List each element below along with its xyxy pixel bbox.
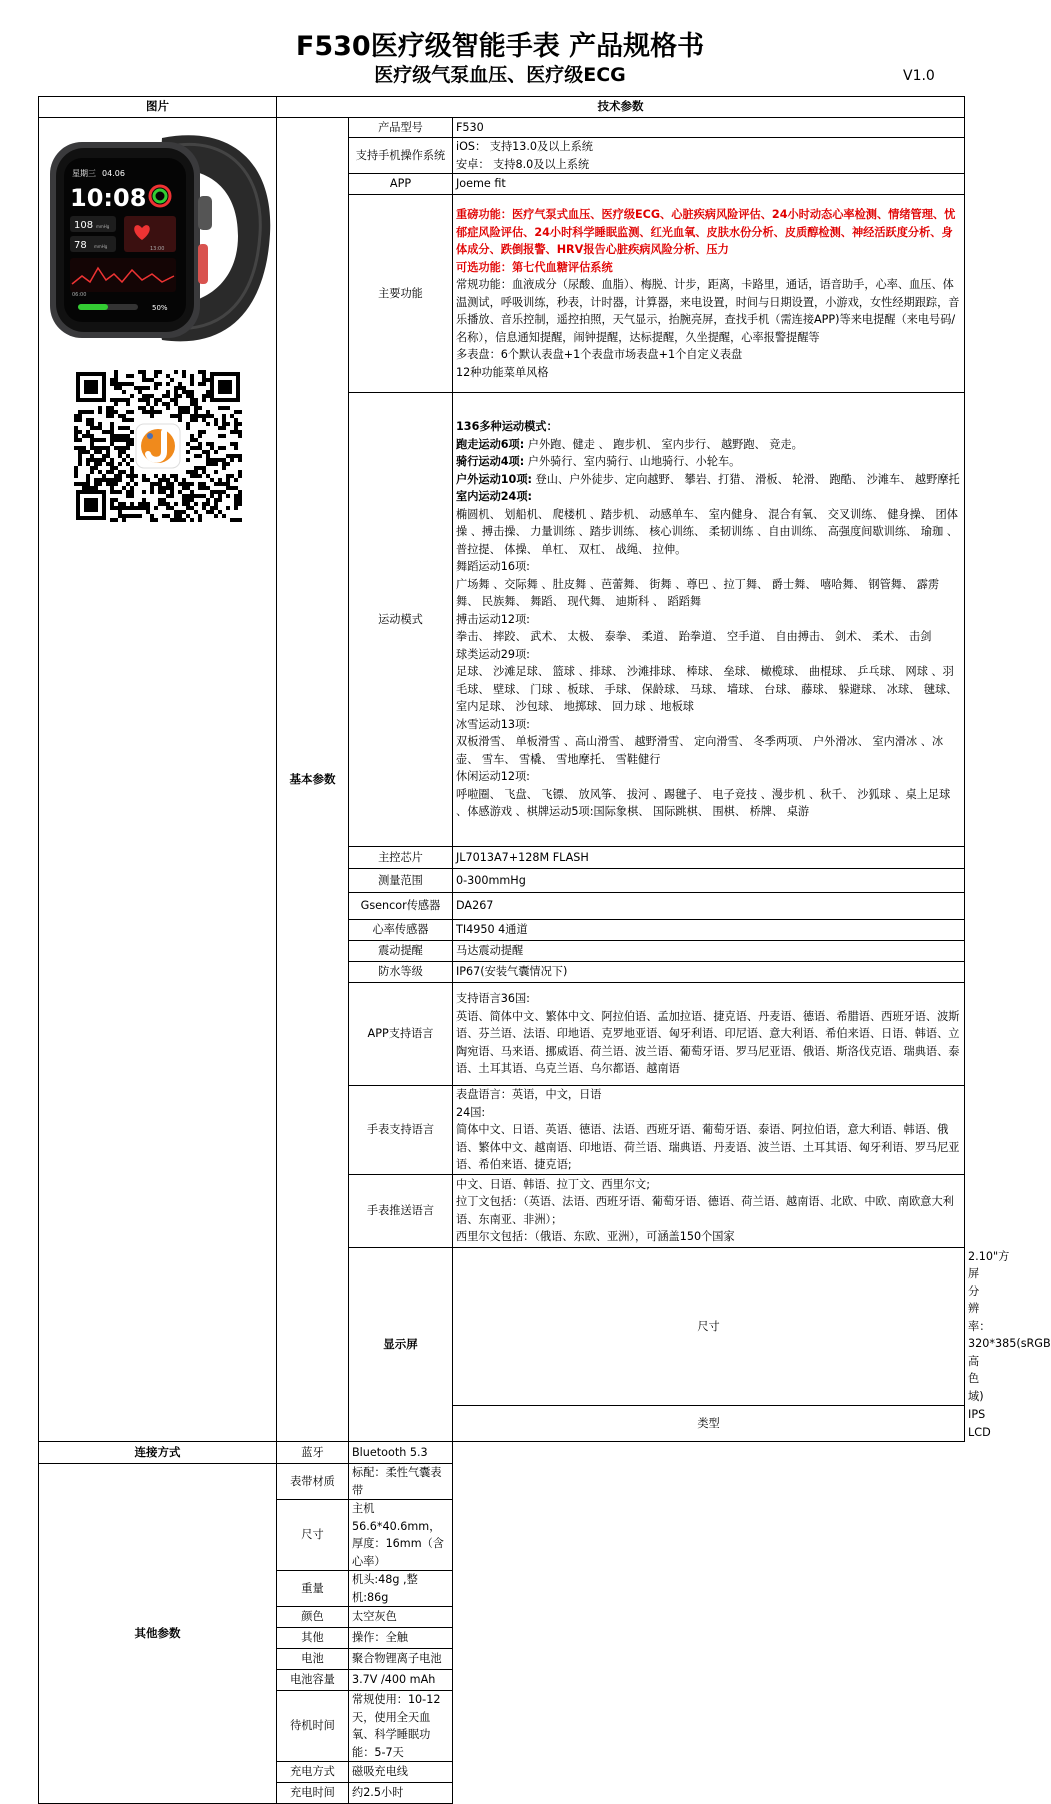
svg-text:mmHg: mmHg bbox=[93, 244, 107, 249]
value-watch-lang: 表盘语言：英语，中文，日语 24国: 简体中文、日语、英语、德语、法语、西班牙语、葡萄牙语、泰语、阿拉伯语，意大利语、韩语、俄语、繁体中文、越南语、印地语、荷兰语、瑞典语、丹麦语、波兰语、土耳其语、匈牙利语、罗马尼亚语、希伯来语、捷克语; bbox=[453, 1086, 965, 1175]
label-gsensor: Gsencor传感器 bbox=[349, 893, 453, 920]
label-os: 支持手机操作系统 bbox=[349, 138, 453, 174]
svg-text:13:00: 13:00 bbox=[149, 246, 164, 252]
label-charge-time: 充电时间 bbox=[277, 1783, 349, 1804]
col-header-tech: 技术参数 bbox=[277, 97, 965, 118]
label-weight: 重量 bbox=[277, 1571, 349, 1607]
value-model: F530 bbox=[453, 118, 965, 138]
label-model: 产品型号 bbox=[349, 118, 453, 138]
value-charge: 磁吸充电线 bbox=[349, 1762, 453, 1783]
label-dims: 尺寸 bbox=[277, 1500, 349, 1571]
document-subtitle: 医疗级气泵血压、医疗级ECG bbox=[374, 64, 626, 86]
value-hrsensor: TI4950 4通道 bbox=[453, 920, 965, 941]
label-charge: 充电方式 bbox=[277, 1762, 349, 1783]
value-weight: 机头:48g ,整机:86g bbox=[349, 1571, 453, 1607]
label-sports: 运动模式 bbox=[349, 393, 453, 847]
value-misc: 操作：全触 bbox=[349, 1628, 453, 1649]
brand-logo-icon bbox=[136, 424, 180, 468]
label-strap: 表带材质 bbox=[277, 1464, 349, 1500]
label-color: 颜色 bbox=[277, 1607, 349, 1628]
category-basic: 基本参数 bbox=[277, 118, 349, 1442]
spec-table: 图片 技术参数 星期三 04.06 10:08 108 mmHg 78 mmHg 13:00 06:00 50% 基本参数 产品型号 F530 支持手机操作系统 iOS： 支持13.0及以上系统 安卓： 支持8.0及以上系统 APP Joeme fit 主要功能 重磅功能：医疗气泵式血压、医疗级ECG、心脏疾病风险评估、24小时动态心率检测、情绪管理、忧郁症风险评估、24小时科学睡眠监测、红光血氧、皮肤水份分析、皮质醇检测、神经活跃度分析、身体成分、跌倒报警、HRV报告心脏疾病风险分析、压力 可选功能：第七代血糖评估系统 常规功能：血液成分（尿酸、血脂）、梅脱、计步，距离，卡路里，通话，语音助手，心率、血压、体温测试，呼吸训练，秒表，计时器，计算器，来电设置，时间与日期设置，小游戏，女性经期跟踪，音乐播放、音乐控制，遥控拍照，天气显示，抬腕亮屏，查找手机（需连接APP)等来电提醒（来电号码/名称），信息通知提醒，闹钟提醒，达标提醒，久坐提醒，心率报警提醒等 多表盘：6个默认表盘+1个表盘市场表盘+1个自定义表盘 12种功能菜单风格 运动模式 136多种运动模式： 跑走运动6项: 户外跑、健走 、 跑步机、 室内步行、 越野跑、 竞走。 骑行运动4项: 户外骑行、室内骑行、山地骑行、小轮车。 户外运动10项: 登山、户外徒步、定向越野、 攀岩、打猎、 滑板、 轮滑、 跑酷、 沙滩车、 越野摩托 室内运动24项: 椭圆机、 划船机、 爬楼机 、踏步机、 动感单车、 室内健身、 混合有氧、 交叉训练、 健身操、 团体操 、搏击操、 力量训练 、踏步训练、 核心训练、 柔韧训练 、自由训练、 高强度间歇训练、 瑜珈 、普拉提、 体操、 单杠、 双杠、 战绳、 拉伸。 舞蹈运动16项: 广场舞 、交际舞 、肚皮舞 、芭蕾舞、 街舞 、尊巴 、拉丁舞、 爵士舞、 嘻哈舞、 钢管舞、 霹雳舞、 民族舞、 舞蹈、 现代舞、 迪斯科 、 蹈蹈舞 搏击运动12项: 拳击、 摔跤、 武术、 太极、 泰拳、 柔道、 跆拳道、 空手道、 自由搏击、 剑术、 柔术、 击剑 球类运动29项: 足球、 沙滩足球、 篮球 、排球、 沙滩排球、 棒球、 垒球、 橄榄球、 曲棍球、 乒乓球、 网球 、羽毛球、 壁球、 门球 、板球、 手球、 保龄球、 马球、 墙球、 台球、 藤球、 躲避球、 冰球、 毽球、 室内足球、 沙包球、 地掷球、 回力球 、地板球 冰雪运动13项: 双板滑雪、 单板滑雪 、高山滑雪、 越野滑雪、 定向滑雪、 冬季两项、 户外滑冰、 室内滑冰 、冰壶、 雪车、 雪橇、 雪地摩托、 雪鞋健行 休闲运动12项: 呼啦圈、 飞盘、 飞镖、 放风筝、 拔河 、踢毽子、 电子竞技 、漫步机 、秋千、 沙狐球 、桌上足球 、体感游戏 、棋牌运动5项:国际象棋、 国际跳棋、 围棋、 桥牌、 桌游 主控芯片 JL7013A7+128M FLASH 测量范围 0-300mmHg Gsencor传感器 DA267 心率传感器 TI4950 4通道 震动提醒 马达震动提醒 防水等级 IP67(安装气囊情况下) APP支持语言 支持语言36国: 英语、简体中文、繁体中文、阿拉伯语、孟加拉语、捷克语、丹麦语、德语、希腊语、西班牙语、波斯语、芬兰语、法语、印地语、克罗地亚语、匈牙利语、印尼语、意大利语、希伯来语、日语、韩语、立陶宛语、马来语、挪威语、荷兰语、波兰语、葡萄牙语、罗马尼亚语、俄语、斯洛伐克语、瑞典语、泰语、土耳其语、乌克兰语、乌尔都语、越南语 手表支持语言 表盘语言：英语，中文，日语 24国: 简体中文、日语、英语、德语、法语、西班牙语、葡萄牙语、泰语、阿拉伯语，意大利语、韩语、俄语、繁体中文、越南语、印地语、荷兰语、瑞典语、丹麦语、波兰语、土耳其语、匈牙利语、罗马尼亚语、希伯来语、捷克语; 手表推送语言 中文、日语、韩语、拉丁文、西里尔文; 拉丁文包括：（英语、法语、西班牙语、葡萄牙语、德语、荷兰语、越南语、北欧、中欧、南欧意大利语、东南亚、非洲）； 西里尔文包括：（俄语、东欧、亚洲），可涵盖150个国家 显示屏 尺寸 2.10"方屏 分辨率：320*385(sRGB高色域) 类型 IPS LCD 连接方式 蓝牙 Bluetooth 5.3 其他参数 表带材质 标配：柔性气囊表带 尺寸 主机56.6*40.6mm，厚度：16mm（含心率） 重量 机头:48g ,整机:86g 颜色 太空灰色 其他 操作：全触 电池 聚合物锂离子电池 电池容量 3.7V /400 mAh 待机时间 常规使用：10-12天，使用全天血氧、科学睡眠功能：5-7天 充电方式 磁吸充电线 充电时间 约2.5小时 bbox=[38, 96, 965, 1804]
label-chip: 主控芯片 bbox=[349, 847, 453, 869]
watch-bp: 108 bbox=[73, 220, 93, 231]
label-battery: 电池 bbox=[277, 1649, 349, 1670]
value-battery: 聚合物锂离子电池 bbox=[349, 1649, 453, 1670]
svg-text:mmHg: mmHg bbox=[95, 224, 109, 229]
value-push-lang: 中文、日语、韩语、拉丁文、西里尔文; 拉丁文包括：（英语、法语、西班牙语、葡萄牙语、德语、荷兰语、越南语、北欧、中欧、南欧意大利语、东南亚、非洲）； 西里尔文包括：（俄语、东欧、亚洲），可涵盖150个国家 bbox=[453, 1174, 965, 1247]
category-display: 显示屏 bbox=[349, 1247, 453, 1442]
qr-code[interactable] bbox=[74, 370, 242, 522]
label-misc: 其他 bbox=[277, 1628, 349, 1649]
watch-hr: 78 bbox=[73, 240, 87, 251]
label-vibration: 震动提醒 bbox=[349, 941, 453, 962]
label-bluetooth: 蓝牙 bbox=[277, 1442, 349, 1464]
value-strap: 标配：柔性气囊表带 bbox=[349, 1464, 453, 1500]
label-screen-size: 尺寸 bbox=[453, 1247, 965, 1406]
category-connect: 连接方式 bbox=[39, 1442, 277, 1464]
value-capacity: 3.7V /400 mAh bbox=[349, 1670, 453, 1691]
label-standby: 待机时间 bbox=[277, 1691, 349, 1762]
label-app-lang: APP支持语言 bbox=[349, 983, 453, 1086]
value-chip: JL7013A7+128M FLASH bbox=[453, 847, 965, 869]
version-label: V1.0 bbox=[903, 68, 935, 84]
value-vibration: 马达震动提醒 bbox=[453, 941, 965, 962]
value-bluetooth: Bluetooth 5.3 bbox=[349, 1442, 453, 1464]
value-range: 0-300mmHg bbox=[453, 869, 965, 893]
value-color: 太空灰色 bbox=[349, 1607, 453, 1628]
label-waterproof: 防水等级 bbox=[349, 962, 453, 983]
value-standby: 常规使用：10-12天，使用全天血氧、科学睡眠功能：5-7天 bbox=[349, 1691, 453, 1762]
image-cell bbox=[39, 118, 277, 1442]
category-other: 其他参数 bbox=[39, 1464, 277, 1804]
label-push-lang: 手表推送语言 bbox=[349, 1174, 453, 1247]
label-screen-type: 类型 bbox=[453, 1406, 965, 1442]
document-title: F530医疗级智能手表 产品规格书 bbox=[295, 31, 705, 62]
watch-date: 04.06 bbox=[101, 169, 125, 178]
watch-battery: 50% bbox=[151, 304, 168, 312]
value-app-lang: 支持语言36国: 英语、简体中文、繁体中文、阿拉伯语、孟加拉语、捷克语、丹麦语、德语、希腊语、西班牙语、波斯语、芬兰语、法语、印地语、克罗地亚语、匈牙利语、印尼语、意大利语、希伯来语、日语、韩语、立陶宛语、马来语、挪威语、荷兰语、波兰语、葡萄牙语、罗马尼亚语、俄语、斯洛伐克语、瑞典语、泰语、土耳其语、乌克兰语、乌尔都语、越南语 bbox=[453, 983, 965, 1086]
label-app: APP bbox=[349, 174, 453, 195]
watch-day: 星期三 bbox=[71, 169, 96, 178]
watch-time: 10:08 bbox=[69, 184, 146, 212]
label-range: 测量范围 bbox=[349, 869, 453, 893]
value-gsensor: DA267 bbox=[453, 893, 965, 920]
value-dims: 主机56.6*40.6mm，厚度：16mm（含心率） bbox=[349, 1500, 453, 1571]
col-header-image: 图片 bbox=[39, 97, 277, 118]
value-charge-time: 约2.5小时 bbox=[349, 1783, 453, 1804]
label-functions: 主要功能 bbox=[349, 195, 453, 393]
label-capacity: 电池容量 bbox=[277, 1670, 349, 1691]
value-sports: 136多种运动模式： 跑走运动6项: 户外跑、健走 、 跑步机、 室内步行、 越野跑、 竞走。 骑行运动4项: 户外骑行、室内骑行、山地骑行、小轮车。 户外运动10项: 登山、户外徒步、定向越野、 攀岩、打猎、 滑板、 轮滑、 跑酷、 沙滩车、 越野摩托 室内运动24项: 椭圆机、 划船机、 爬楼机 、踏步机、 动感单车、 室内健身、 混合有氧、 交叉训练、 健身操、 团体操 、搏击操、 力量训练 、踏步训练、 核心训练、 柔韧训练 、自由训练、 高强度间歇训练、 瑜珈 、普拉提、 体操、 单杠、 双杠、 战绳、 拉伸。 舞蹈运动16项: 广场舞 、交际舞 、肚皮舞 、芭蕾舞、 街舞 、尊巴 、拉丁舞、 爵士舞、 嘻哈舞、 钢管舞、 霹雳舞、 民族舞、 舞蹈、 现代舞、 迪斯科 、 蹈蹈舞 搏击运动12项: 拳击、 摔跤、 武术、 太极、 泰拳、 柔道、 跆拳道、 空手道、 自由搏击、 剑术、 柔术、 击剑 球类运动29项: 足球、 沙滩足球、 篮球 、排球、 沙滩排球、 棒球、 垒球、 橄榄球、 曲棍球、 乒乓球、 网球 、羽毛球、 壁球、 门球 、板球、 手球、 保龄球、 马球、 墙球、 台球、 藤球、 躲避球、 冰球、 毽球、 室内足球、 沙包球、 地掷球、 回力球 、地板球 冰雪运动13项: 双板滑雪、 单板滑雪 、高山滑雪、 越野滑雪、 定向滑雪、 冬季两项、 户外滑冰、 室内滑冰 、冰壶、 雪车、 雪橇、 雪地摩托、 雪鞋健行 休闲运动12项: 呼啦圈、 飞盘、 飞镖、 放风筝、 拔河 、踢毽子、 电子竞技 、漫步机 、秋千、 沙狐球 、桌上足球 、体感游戏 、棋牌运动5项:国际象棋、 国际跳棋、 围棋、 桥牌、 桌游 bbox=[453, 393, 965, 847]
value-app: Joeme fit bbox=[453, 174, 965, 195]
value-waterproof: IP67(安装气囊情况下) bbox=[453, 962, 965, 983]
watch-product-image bbox=[42, 124, 274, 354]
value-os: iOS： 支持13.0及以上系统 安卓： 支持8.0及以上系统 bbox=[453, 138, 965, 174]
svg-text:06:00: 06:00 bbox=[71, 292, 86, 298]
value-functions: 重磅功能：医疗气泵式血压、医疗级ECG、心脏疾病风险评估、24小时动态心率检测、情绪管理、忧郁症风险评估、24小时科学睡眠监测、红光血氧、皮肤水份分析、皮质醇检测、神经活跃度分析、身体成分、跌倒报警、HRV报告心脏疾病风险分析、压力 可选功能：第七代血糖评估系统 常规功能：血液成分（尿酸、血脂）、梅脱、计步，距离，卡路里，通话，语音助手，心率、血压、体温测试，呼吸训练，秒表，计时器，计算器，来电设置，时间与日期设置，小游戏，女性经期跟踪，音乐播放、音乐控制，遥控拍照，天气显示，抬腕亮屏，查找手机（需连接APP)等来电提醒（来电号码/名称），信息通知提醒，闹钟提醒，达标提醒，久坐提醒，心率报警提醒等 多表盘：6个默认表盘+1个表盘市场表盘+1个自定义表盘 12种功能菜单风格 bbox=[453, 195, 965, 393]
label-watch-lang: 手表支持语言 bbox=[349, 1086, 453, 1175]
label-hrsensor: 心率传感器 bbox=[349, 920, 453, 941]
